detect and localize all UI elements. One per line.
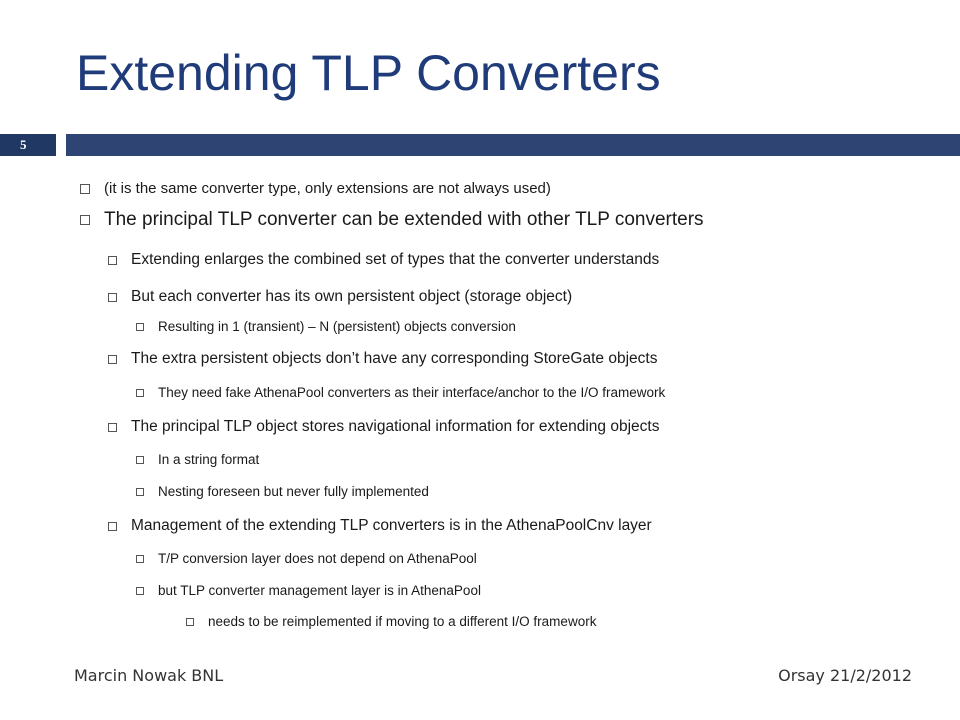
bullet-text: Management of the extending TLP converters is in the AthenaPoolCnv layer — [131, 517, 652, 534]
bullet-text: They need fake AthenaPool converters as their interface/anchor to the I/O framework — [158, 385, 666, 400]
square-bullet-icon — [108, 256, 117, 265]
bullet-text: Resulting in 1 (transient) – N (persistent) objects conversion — [158, 319, 516, 334]
bullet-item — [136, 385, 665, 400]
bullet-item — [136, 484, 429, 499]
bullet-item — [136, 319, 516, 334]
square-bullet-icon — [136, 456, 144, 464]
bullet-text: but TLP converter management layer is in AthenaPool — [158, 583, 481, 598]
square-bullet-icon — [136, 587, 144, 595]
bullet-item — [186, 614, 596, 629]
bullet-item — [108, 350, 657, 368]
bullet-text: The principal TLP converter can be extended with other TLP converters — [104, 209, 704, 230]
slide-title: Extending TLP Converters — [76, 45, 661, 101]
footer-author: Marcin Nowak BNL — [74, 666, 224, 685]
square-bullet-icon — [80, 184, 90, 194]
footer-date: Orsay 21/2/2012 — [778, 666, 912, 685]
square-bullet-icon — [136, 323, 144, 331]
bullet-item — [108, 251, 659, 269]
bullet-item — [136, 452, 259, 467]
square-bullet-icon — [136, 389, 144, 397]
bullet-text: needs to be reimplemented if moving to a different I/O framework — [208, 614, 597, 629]
square-bullet-icon — [136, 488, 144, 496]
square-bullet-icon — [108, 522, 117, 531]
square-bullet-icon — [136, 555, 144, 563]
square-bullet-icon — [108, 355, 117, 364]
bullet-text: The principal TLP object stores navigational information for extending objects — [131, 418, 660, 435]
bullet-text: Extending enlarges the combined set of types that the converter understands — [131, 251, 660, 268]
bullet-text: Nesting foreseen but never fully implemented — [158, 484, 429, 499]
bullet-item — [136, 551, 477, 566]
bullet-text: In a string format — [158, 452, 260, 467]
bullet-text: T/P conversion layer does not depend on AthenaPool — [158, 551, 477, 566]
bullet-item — [136, 583, 481, 598]
bullet-item — [80, 209, 704, 231]
bullet-item — [108, 418, 659, 436]
slide-number: 5 — [20, 137, 27, 152]
bullet-item — [108, 517, 652, 535]
bullet-text: The extra persistent objects don’t have any corresponding StoreGate objects — [131, 350, 658, 367]
bullet-item — [80, 180, 551, 197]
bullet-text: (it is the same converter type, only extensions are not always used) — [104, 180, 551, 197]
bullet-item — [108, 288, 572, 306]
square-bullet-icon — [80, 215, 90, 225]
square-bullet-icon — [108, 423, 117, 432]
bullet-text: But each converter has its own persistent object (storage object) — [131, 288, 573, 305]
square-bullet-icon — [108, 293, 117, 302]
square-bullet-icon — [186, 618, 194, 626]
